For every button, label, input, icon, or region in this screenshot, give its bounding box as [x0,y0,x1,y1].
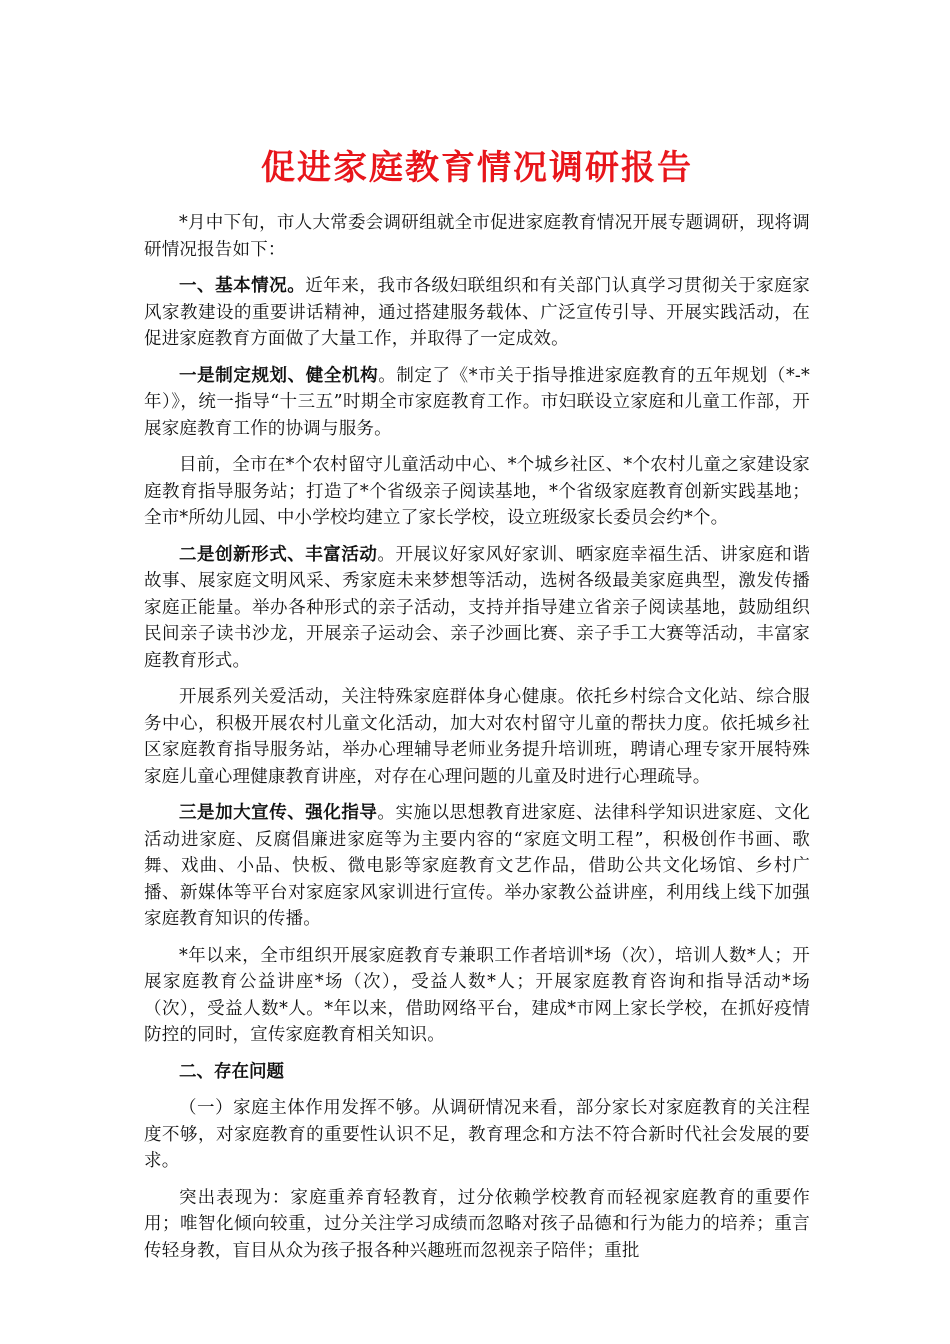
point1-lead: 一是制定规划、健全机构 [179,365,379,386]
point2-paragraph [144,542,810,675]
problem1-paragraph: （一）家庭主体作用发挥不够。从调研情况来看，部分家长对家庭教育的关注程度不够，对家庭教育的重要性认识不足，教育理念和方法不符合新时代社会发展的要求。 [144,1098,810,1171]
point2-detail-paragraph: 开展系列关爱活动，关注特殊家庭群体身心健康。依托乡村综合文化站、综合服务中心，积极开展农村儿童文化活动，加大对农村留守儿童的帮扶力度。依托城乡社区家庭教育指导服务站，举办心理辅导老师业务提升培训班，聘请心理专家开展特殊家庭儿童心理健康教育讲座，对存在心理问题的儿童及时进行心理疏导。 [144,687,810,787]
section1-lead: 一、基本情况。 [179,276,306,296]
point1-text: 。制定了《*市关于指导推进家庭教育的五年规划（*-*年）》，统一指导“十三五”时期全市家庭教育工作。市妇联设立家庭和儿童工作部，开展家庭教育工作的协调与服务。 [144,365,810,439]
problem1-detail-paragraph: 突出表现为：家庭重养育轻教育，过分依赖学校教育而轻视家庭教育的重要作用；唯智化倾向较重，过分关注学习成绩而忽略对孩子品德和行为能力的培养；重言传轻身教，盲目从众为孩子报各种兴趣班而忽视亲子陪伴；重批 [144,1187,810,1261]
section2-heading: 二、存在问题 [179,1061,284,1082]
point2-lead: 二是创新形式、丰富活动 [179,544,378,565]
point3-text: 。实施以思想教育进家庭、法律科学知识进家庭、文化活动进家庭、反腐倡廉进家庭等为主要内容的“家庭文明工程”，积极创作书画、歌舞、戏曲、小品、快板、微电影等家庭教育文艺作品，借助公共文化场馆、乡村广播、新媒体等平台对家庭家风家训进行宣传。举办家教公益讲座，利用线上线下加强家庭教育知识的传播。 [144,803,810,929]
intro-paragraph: *月中下旬，市人大常委会调研组就全市促进家庭教育情况开展专题调研，现将调研情况报告如下： [144,213,810,260]
point1-detail-paragraph: 目前，全市在*个农村留守儿童活动中心、*个城乡社区、*个农村儿童之家建设家庭教育指导服务站；打造了*个省级亲子阅读基地，*个省级家庭教育创新实践基地；全市*所幼儿园、中小学校均建立了家长学校，设立班级家长委员会约*个。 [144,455,810,528]
point3-paragraph [144,800,810,933]
document-title: 促进家庭教育情况调研报告 [261,148,693,188]
point1-paragraph [144,363,810,443]
section1-text: 近年来，我市各级妇联组织和有关部门认真学习贯彻关于家庭家风家教建设的重要讲话精神，通过搭建服务载体、广泛宣传引导、开展实践活动，在促进家庭教育方面做了大量工作，并取得了一定成效。 [144,276,810,349]
point2-text: 。开展议好家风好家训、晒家庭幸福生活、讲家庭和谐故事、展家庭文明风采、秀家庭未来梦想等活动，选树各级最美家庭典型，激发传播家庭正能量。举办各种形式的亲子活动，支持并指导建立省亲子阅读基地，鼓励组织民间亲子读书沙龙，开展亲子运动会、亲子沙画比赛、亲子手工大赛等活动，丰富家庭教育形式。 [144,544,810,671]
point3-detail-paragraph: *年以来，全市组织开展家庭教育专兼职工作者培训*场（次），培训人数*人；开展家庭教育公益讲座*场（次），受益人数*人；开展家庭教育咨询和指导活动*场（次），受益人数*人。*年以来，借助网络平台，建成*市网上家长学校，在抓好疫情防控的同时，宣传家庭教育相关知识。 [144,945,810,1045]
section1-paragraph [144,273,810,353]
point3-lead: 三是加大宣传、强化指导 [179,803,378,823]
